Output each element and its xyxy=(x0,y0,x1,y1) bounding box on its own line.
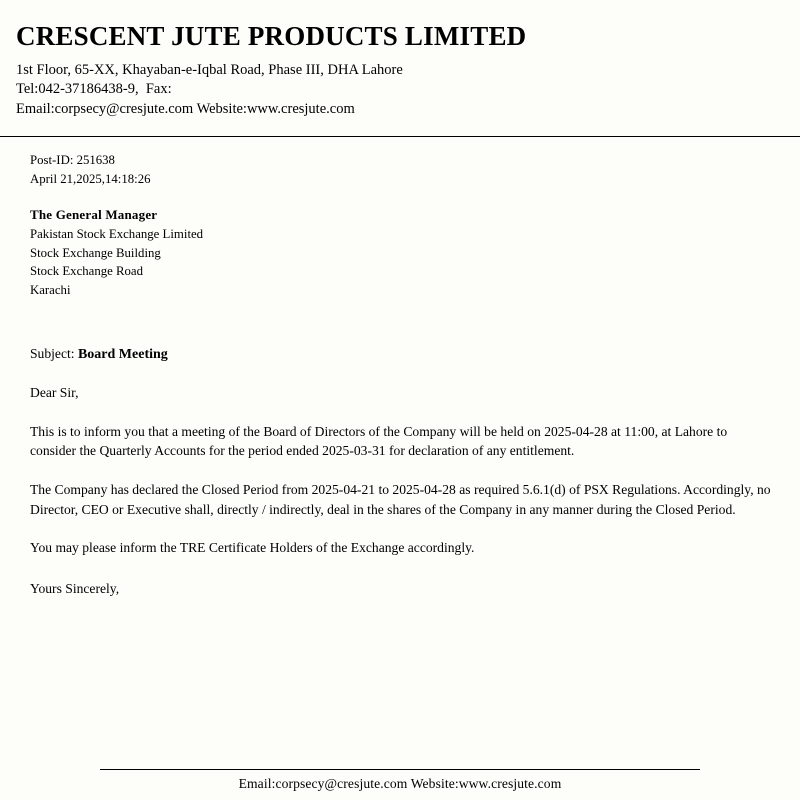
footer-divider xyxy=(100,769,700,770)
subject-value: Board Meeting xyxy=(77,346,168,362)
post-id: Post-ID: 251638 xyxy=(30,153,115,168)
footer xyxy=(0,769,800,792)
letter-body xyxy=(0,137,800,598)
paragraph-tre-notice: You may please inform the TRE Certificate Holders of the Exchange accordingly. xyxy=(30,540,475,556)
footer-contact: Email:corpsecy@cresjute.com Website:www.cresjute.com xyxy=(238,776,562,791)
company-email-website-line: Email:corpsecy@cresjute.com Website:www.cresjute.com xyxy=(16,100,355,117)
addressee-block xyxy=(30,206,772,299)
company-name: CRESCENT JUTE PRODUCTS LIMITED xyxy=(16,21,527,51)
addressee-line-4: Karachi xyxy=(30,282,71,297)
signoff: Yours Sincerely, xyxy=(30,581,120,597)
post-datetime: April 21,2025,14:18:26 xyxy=(30,171,151,186)
salutation: Dear Sir, xyxy=(30,385,79,401)
addressee-line-3: Stock Exchange Road xyxy=(30,264,144,279)
addressee-title: The General Manager xyxy=(30,207,158,223)
addressee-line-2: Stock Exchange Building xyxy=(30,245,161,260)
paragraph-closed-period: The Company has declared the Closed Period from 2025-04-21 to 2025-04-28 as required 5.6.1(d) of PSX Regulations. Accordingly, no Director, CEO or Executive shall, directly / indirectly, deal in the shares of the Company in any manner during the Closed Period. xyxy=(30,482,771,517)
addressee-line-1: Pakistan Stock Exchange Limited xyxy=(30,227,204,242)
paragraph-board-meeting: This is to inform you that a meeting of the Board of Directors of the Company will be held on 2025-04-28 at 11:00, at Lahore to consider the Quarterly Accounts for the period ended 2025-03-31 for declaration of any entitlement. xyxy=(30,423,728,459)
subject-label: Subject: xyxy=(30,345,75,361)
letterhead xyxy=(0,0,800,127)
company-phone-line: Tel:042-37186438-9, Fax: xyxy=(16,81,172,98)
company-address-line-1: 1st Floor, 65-XX, Khayaban-e-Iqbal Road, Phase III, DHA Lahore xyxy=(16,61,403,78)
subject-line xyxy=(30,344,772,365)
